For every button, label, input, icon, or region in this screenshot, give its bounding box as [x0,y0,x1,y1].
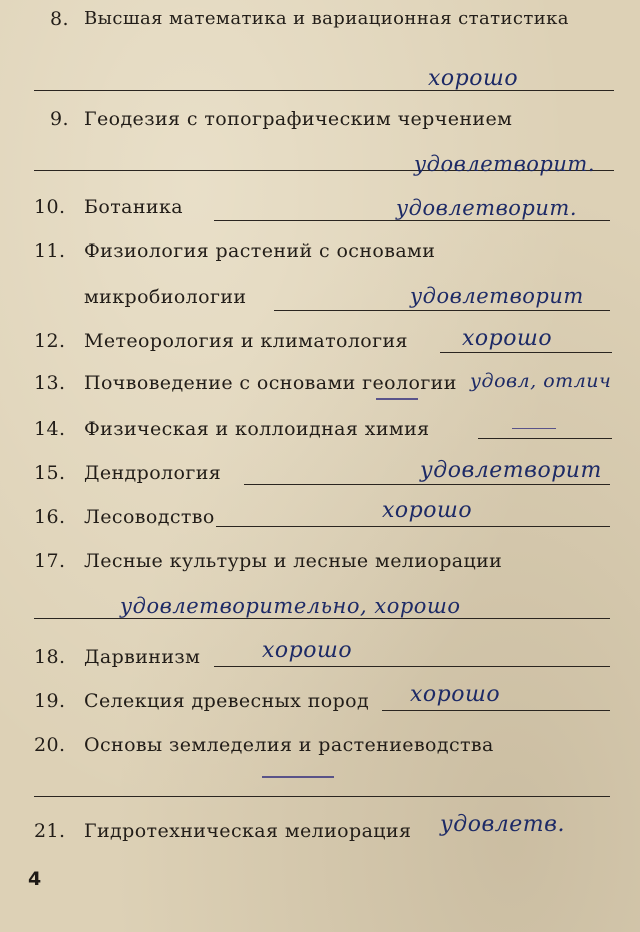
subject-num: 11. [34,240,66,262]
subject-name: Физическая и коллоидная химия [84,418,430,440]
grade-handwritten: хорошо [410,682,501,707]
grade-handwritten: удовлетворит [420,458,602,483]
subject-num: 13. [34,372,66,394]
subject-name: Основы земледелия и растениеводства [84,734,494,756]
subject-name: Лесоводство [84,506,215,528]
grade-line [214,666,610,667]
subject-name: Физиология растений с основами [84,240,436,262]
subject-name: Дарвинизм [84,646,201,668]
subject-num: 20. [34,734,66,756]
grade-line [478,438,612,439]
grade-line [382,710,610,711]
grade-handwritten: хорошо [382,498,473,523]
grade-line [34,90,614,91]
pen-dash-mark [262,776,334,778]
grade-handwritten: удовл, отлич [470,370,612,392]
subject-name: Дендрология [84,462,222,484]
subject-name: Лесные культуры и лесные мелиорации [84,550,503,572]
grade-handwritten: удовлетворит [410,284,584,308]
subject-num: 19. [34,690,66,712]
grade-handwritten: хорошо [428,66,519,91]
grade-handwritten: удовлетворит. [396,196,577,220]
grade-handwritten: удовлетворительно, хорошо [120,594,461,618]
subject-name-cont: микробиологии [84,286,247,308]
grade-line [440,352,612,353]
grade-line [34,618,610,619]
grade-line [34,796,610,797]
subject-num: 15. [34,462,66,484]
subject-name: Высшая математика и вариационная статистика [84,8,569,29]
subject-name: Гидротехническая мелиорация [84,820,412,842]
subject-name: Селекция древесных пород [84,690,370,712]
grade-line [244,484,610,485]
subject-num: 12. [34,330,66,352]
grade-handwritten: хорошо [262,638,353,663]
subject-num: 21. [34,820,66,842]
page-number: 4 [28,868,42,890]
grade-line [214,220,610,221]
grade-handwritten: удовлетворит. [414,152,595,176]
pen-dash-mark [512,428,556,429]
grade-handwritten: удовлетв. [440,812,565,837]
subject-num: 17. [34,550,66,572]
subject-num: 9. [50,108,69,130]
subject-num: 16. [34,506,66,528]
subject-name: Почвоведение с основами геологии [84,372,457,394]
subject-num: 10. [34,196,66,218]
underline-mark [376,398,418,400]
subject-name: Метеорология и климатология [84,330,408,352]
grade-line [274,310,610,311]
subject-num: 8. [50,8,69,30]
subject-num: 18. [34,646,66,668]
subject-name: Ботаника [84,196,183,218]
subject-num: 14. [34,418,66,440]
subject-name: Геодезия с топографическим черчением [84,108,513,130]
grade-line [216,526,610,527]
grade-handwritten: хорошо [462,326,553,351]
